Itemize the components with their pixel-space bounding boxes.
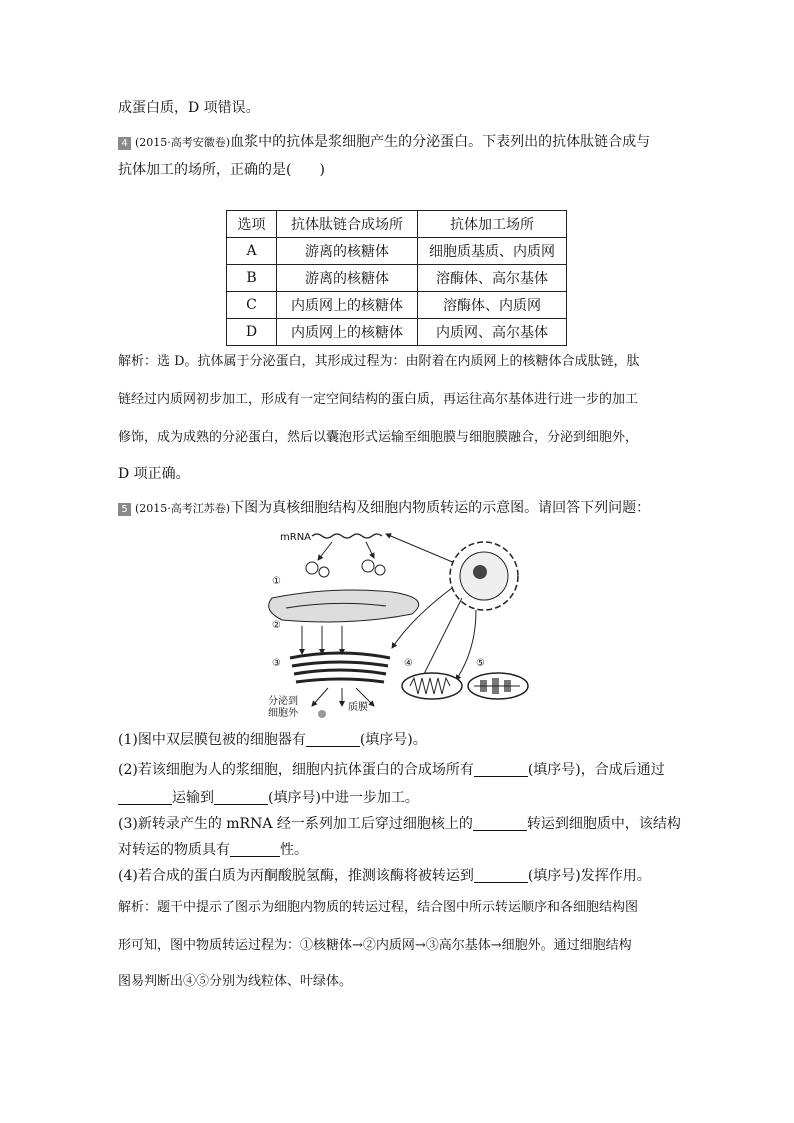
table-cell: 游离的核糖体 [277, 265, 418, 292]
table-row [227, 265, 567, 292]
question-5-line: 5 (2015·高考江苏卷)下图为真核细胞结构及细胞内物质转运的示意图。请回答下列问题： [118, 498, 650, 519]
table-header-row [227, 211, 567, 238]
table-header-cell: 抗体肽链合成场所 [277, 211, 418, 238]
golgi-apparatus [290, 653, 390, 682]
question-source: (2015·高考安徽卷) [135, 136, 231, 149]
table-cell: 游离的核糖体 [277, 238, 418, 265]
answer-blank[interactable] [118, 788, 172, 805]
table-cell: C [227, 292, 277, 319]
analysis-4-line-4: D 项正确。 [118, 466, 190, 482]
secrete-label-1: 分泌到 [268, 696, 298, 707]
label-4: ④ [404, 658, 413, 669]
nucleus [450, 542, 518, 610]
table-cell: 溶酶体、内质网 [418, 292, 567, 319]
table-header-cell: 抗体加工场所 [418, 211, 567, 238]
analysis-5-line-1: 解析：题干中提示了图示为细胞内物质的转运过程，结合图中所示转运顺序和各细胞结构图 [118, 900, 639, 915]
secrete-label-2: 细胞外 [268, 708, 298, 719]
table-cell: B [227, 265, 277, 292]
table-cell: 细胞质基质、内质网 [418, 238, 567, 265]
table-cell: 溶酶体、高尔基体 [418, 265, 567, 292]
table-cell: 内质网上的核糖体 [277, 292, 418, 319]
answer-blank[interactable] [474, 866, 528, 883]
secreted-vesicle [318, 710, 326, 718]
analysis-4-line-2: 链经过内质网初步加工，形成有一定空间结构的蛋白质，再运往高尔基体进行进一步的加工 [118, 392, 639, 407]
table-row [227, 292, 567, 319]
table-row [227, 238, 567, 265]
cell-structure-diagram [262, 526, 532, 726]
table-cell: D [227, 319, 277, 346]
membrane-label: 质膜 [348, 702, 368, 713]
answer-blank[interactable] [214, 788, 268, 805]
answer-blank[interactable] [473, 814, 527, 831]
answer-line: 成蛋白质，D 项错误。 [118, 100, 260, 116]
label-2: ② [272, 620, 281, 631]
sub-question-2-line-2: 运输到 (填序号)中进一步加工。 [118, 788, 419, 808]
table-cell: 内质网上的核糖体 [277, 319, 418, 346]
mrna-label: mRNA [280, 532, 312, 543]
table-cell: 内质网、高尔基体 [418, 319, 567, 346]
chloroplast [468, 673, 528, 699]
sub-question-4: (4)若合成的蛋白质为丙酮酸脱氢酶，推测该酶将被转运到 (填序号)发挥作用。 [118, 868, 651, 884]
free-ribosomes [306, 560, 385, 577]
table-header-cell: 选项 [227, 211, 277, 238]
sub-question-3-line-2: 对转运的物质具有 性。 [118, 842, 308, 858]
label-5: ⑤ [476, 658, 485, 669]
analysis-4-line-3: 修饰，成为成熟的分泌蛋白，然后以囊泡形式运输至细胞膜与细胞膜融合，分泌到细胞外， [118, 430, 639, 445]
table-row [227, 319, 567, 346]
answer-blank[interactable] [474, 760, 528, 777]
sub-question-1: (1)图中双层膜包被的细胞器有 (填序号)。 [118, 732, 427, 748]
table-cell: A [227, 238, 277, 265]
rough-er [269, 590, 419, 622]
label-3: ③ [272, 658, 281, 669]
answer-blank[interactable] [306, 730, 360, 747]
question-number-badge: 4 [118, 137, 131, 150]
question-4-line-1: 4 (2015·高考安徽卷)血浆中的抗体是浆细胞产生的分泌蛋白。下表列出的抗体肽链合成与 [118, 132, 650, 153]
mitochondrion [402, 673, 462, 699]
analysis-5-line-2: 形可知，图中物质转运过程为：①核糖体→②内质网→③高尔基体→细胞外。通过细胞结构 [118, 938, 632, 953]
question-source: (2015·高考江苏卷) [135, 502, 231, 515]
options-table [226, 210, 567, 346]
label-1: ① [272, 576, 281, 587]
analysis-4-line-1: 解析：选 D。抗体属于分泌蛋白，其形成过程为：由附着在内质网上的核糖体合成肽链，肽 [118, 354, 640, 369]
analysis-5-line-3: 图易判断出④⑤分别为线粒体、叶绿体。 [118, 974, 353, 989]
sub-question-2-line-1: (2)若该细胞为人的浆细胞，细胞内抗体蛋白的合成场所有 (填序号)，合成后通过 [118, 762, 665, 778]
question-number-badge: 5 [118, 503, 131, 516]
mrna-strand [312, 534, 382, 538]
sub-question-3-line-1: (3)新转录产生的 mRNA 经一系列加工后穿过细胞核上的 转运到细胞质中，该结构 [118, 816, 681, 832]
question-4-line-2: 抗体加工的场所，正确的是( ) [118, 162, 325, 178]
answer-blank[interactable] [230, 840, 280, 857]
